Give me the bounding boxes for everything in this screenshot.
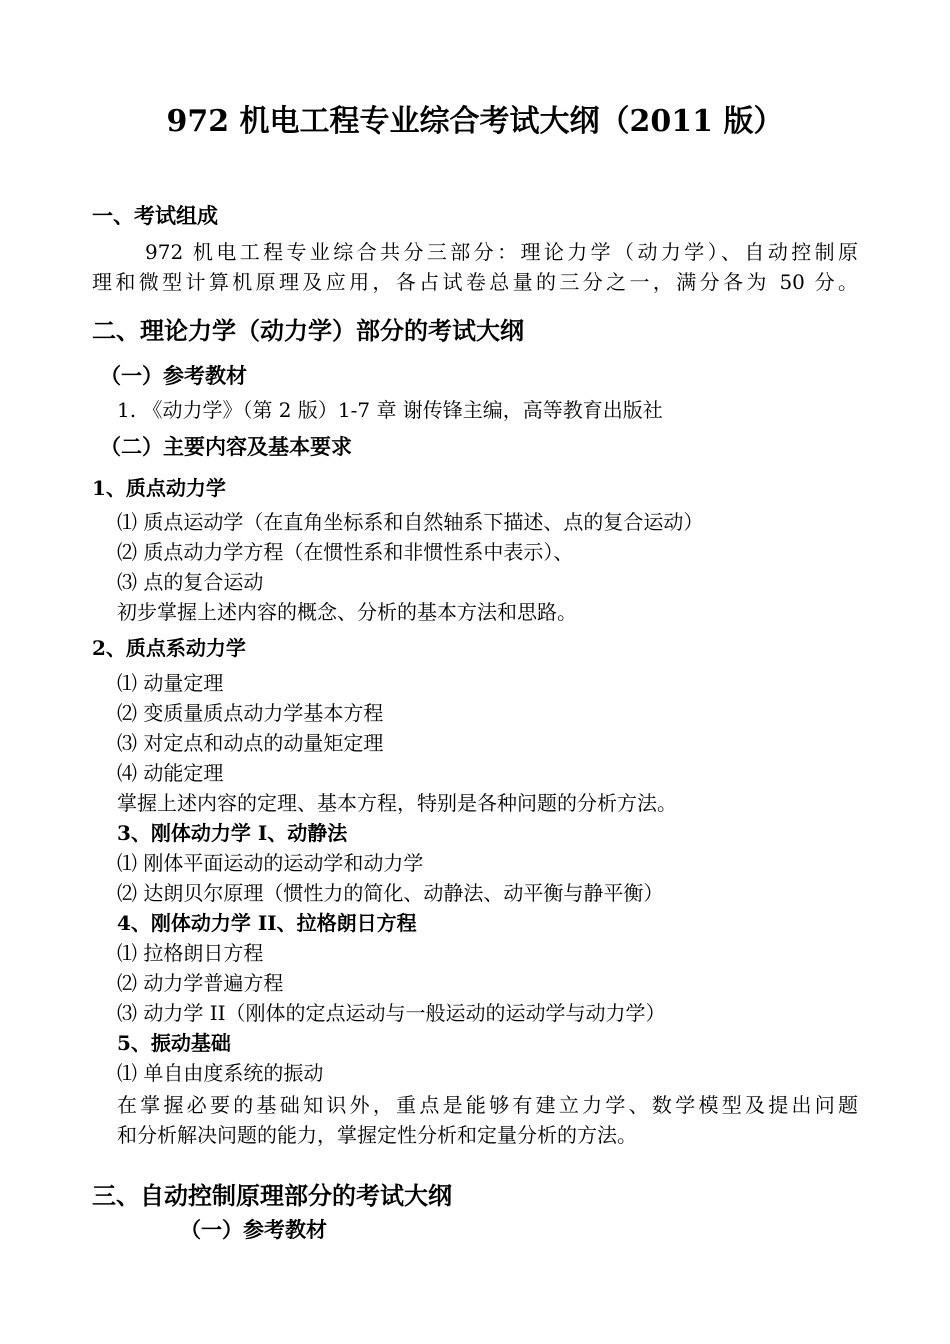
topic-2-note: 掌握上述内容的定理、基本方程，特别是各种问题的分析方法。 (117, 791, 677, 815)
topic-1-item-2: ⑵ 质点动力学方程（在惯性系和非惯性系中表示）、 (117, 540, 574, 564)
section-3-reference-heading: （一）参考教材 (180, 1217, 327, 1242)
topic-1-item-3: ⑶ 点的复合运动 (117, 570, 264, 594)
topic-4-item-2: ⑵ 动力学普遍方程 (117, 971, 284, 995)
topic-5-item-1: ⑴ 单自由度系统的振动 (117, 1061, 324, 1085)
topic-5-note-line-1: 在掌握必要的基础知识外，重点是能够有建立力学、数学模型及提出问题 (117, 1093, 858, 1117)
topic-3-item-2: ⑵ 达朗贝尔原理（惯性力的简化、动静法、动平衡与静平衡） (117, 881, 664, 905)
topic-4-item-3: ⑶ 动力学 II（刚体的定点运动与一般运动的运动学与动力学） (117, 1001, 666, 1025)
topic-2-item-4: ⑷ 动能定理 (117, 761, 224, 785)
document-title: 972 机电工程专业综合考试大纲（2011 版） (166, 104, 784, 139)
topic-5-heading: 5、振动基础 (117, 1031, 231, 1055)
section-2-reference-item: 1. 《动力学》（第 2 版）1-7 章 谢传锋主编，高等教育出版社 (117, 398, 663, 422)
topic-1-note: 初步掌握上述内容的概念、分析的基本方法和思路。 (117, 600, 577, 624)
section-2-heading: 二、理论力学（动力学）部分的考试大纲 (92, 316, 524, 345)
topic-4-heading: 4、刚体动力学 II、拉格朗日方程 (117, 911, 417, 935)
topic-2-item-3: ⑶ 对定点和动点的动量矩定理 (117, 731, 384, 755)
section-2-content-heading: （二）主要内容及基本要求 (100, 434, 352, 459)
section-1-heading: 一、考试组成 (92, 203, 218, 228)
section-2-reference-heading: （一）参考教材 (100, 363, 247, 388)
topic-3-heading: 3、刚体动力学 I、动静法 (117, 821, 348, 845)
topic-1-heading: 1、质点动力学 (92, 476, 226, 500)
topic-2-heading: 2、质点系动力学 (92, 636, 246, 660)
topic-2-item-1: ⑴ 动量定理 (117, 671, 224, 695)
topic-5-note-line-2: 和分析解决问题的能力，掌握定性分析和定量分析的方法。 (117, 1123, 637, 1147)
topic-2-item-2: ⑵ 变质量质点动力学基本方程 (117, 701, 384, 725)
section-3-heading: 三、自动控制原理部分的考试大纲 (92, 1181, 452, 1210)
topic-4-item-1: ⑴ 拉格朗日方程 (117, 941, 264, 965)
section-1-paragraph-line-1: 972 机电工程专业综合共分三部分：理论力学（动力学）、自动控制原 (145, 240, 858, 264)
section-1-paragraph-line-2: 理和微型计算机原理及应用，各占试卷总量的三分之一，满分各为 50 分。 (92, 270, 858, 294)
topic-3-item-1: ⑴ 刚体平面运动的运动学和动力学 (117, 851, 424, 875)
topic-1-item-1: ⑴ 质点运动学（在直角坐标系和自然轴系下描述、点的复合运动） (117, 510, 704, 534)
